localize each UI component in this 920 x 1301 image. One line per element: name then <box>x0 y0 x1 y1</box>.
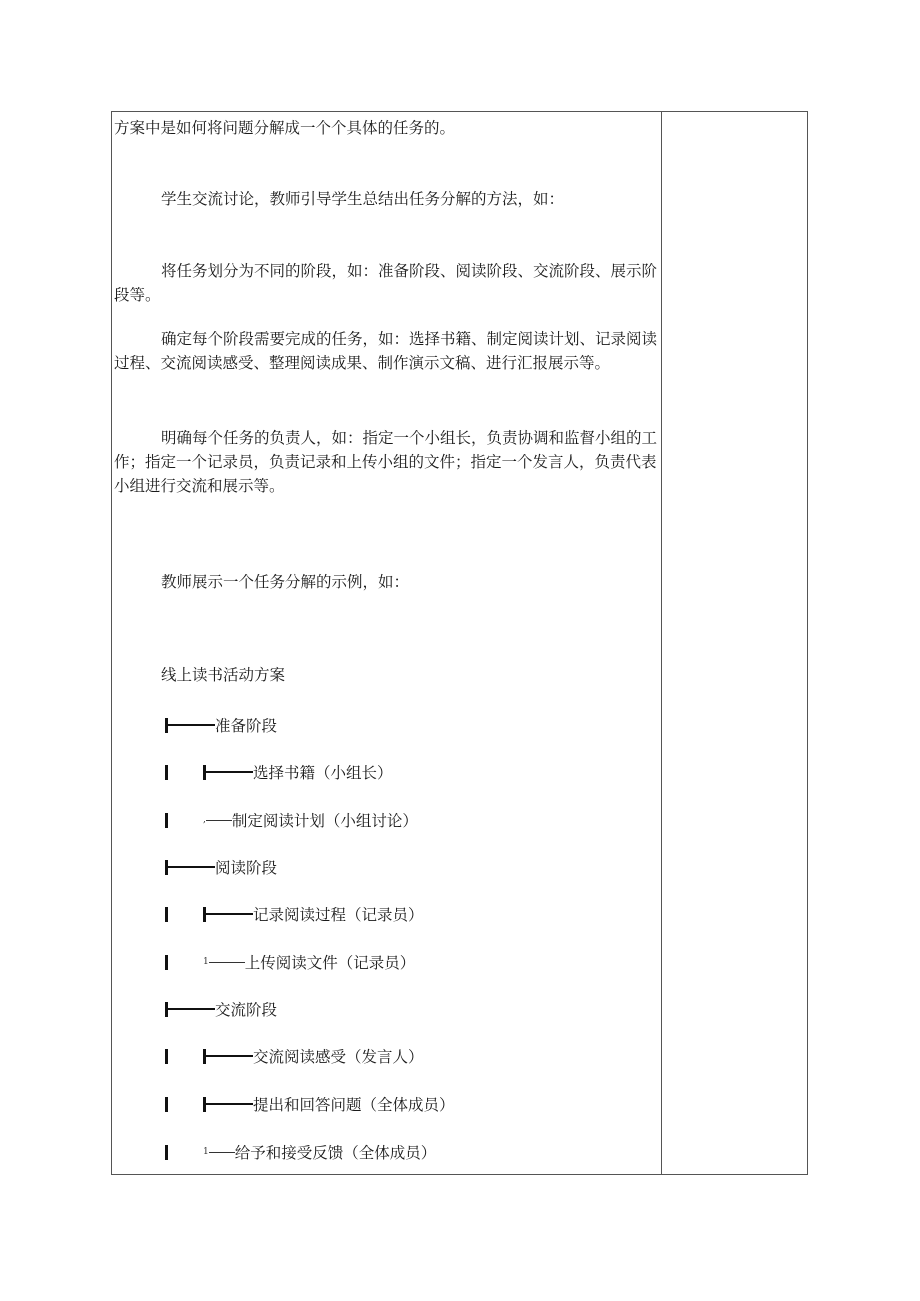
tree-connector-icon <box>209 1152 235 1153</box>
paragraph-4: 确定每个阶段需要完成的任务，如：选择书籍、制定阅读计划、记录阅读过程、交流阅读感受、整理阅读成果、制作演示文稿、进行汇报展示等。 <box>114 330 658 372</box>
task-label: 给予和接受反馈（全体成员） <box>234 1144 437 1162</box>
tree-branch-icon <box>165 1145 168 1160</box>
tree-end-icon: , <box>203 815 206 825</box>
tree-connector-icon <box>168 866 215 868</box>
task-label: 交流阅读感受（发言人） <box>253 1048 424 1066</box>
tree-stage-2-task-2 <box>165 950 415 975</box>
tree-connector-icon <box>168 1008 215 1010</box>
tree-stage-2-task-1 <box>165 903 424 927</box>
tree-root: 线上读书活动方案 <box>161 666 286 684</box>
paragraph-6: 教师展示一个任务分解的示例，如： <box>161 573 410 591</box>
tree-stage-3-task-2 <box>165 1093 455 1117</box>
tree-end-icon: 1 <box>203 1147 209 1157</box>
paragraph-1: 方案中是如何将问题分解成一个个具体的任务的。 <box>114 119 456 137</box>
tree-branch-icon <box>165 765 168 780</box>
tree-connector-icon <box>206 1055 253 1057</box>
tree-stage-1 <box>165 714 277 738</box>
tree-branch-icon <box>165 907 168 922</box>
task-label: 选择书籍（小组长） <box>253 764 393 782</box>
task-label: 提出和回答问题（全体成员） <box>253 1096 455 1114</box>
stage-3-label: 交流阶段 <box>215 1001 278 1019</box>
tree-connector-icon <box>206 820 232 821</box>
paragraph-2: 学生交流讨论，教师引导学生总结出任务分解的方法，如： <box>161 190 565 208</box>
tree-stage-3 <box>165 998 277 1022</box>
tree-end-icon: 1 <box>203 957 209 967</box>
tree-stage-1-task-1 <box>165 761 393 785</box>
tree-connector-icon <box>206 913 253 915</box>
task-label: 制定阅读计划（小组讨论） <box>231 812 418 830</box>
stage-1-label: 准备阶段 <box>215 717 278 735</box>
stage-2-label: 阅读阶段 <box>215 859 278 877</box>
tree-branch-icon <box>165 1049 168 1064</box>
task-label: 上传阅读文件（记录员） <box>244 954 416 972</box>
notes-cell <box>662 112 807 1174</box>
tree-connector-icon <box>206 771 253 773</box>
paragraph-3: 将任务划分为不同的阶段，如：准备阶段、阅读阶段、交流阶段、展示阶段等。 <box>114 262 658 304</box>
lesson-table <box>111 111 808 1175</box>
tree-branch-icon <box>165 1097 168 1112</box>
task-label: 记录阅读过程（记录员） <box>253 906 424 924</box>
content-cell <box>112 112 661 1174</box>
tree-branch-icon <box>165 813 168 828</box>
tree-stage-2 <box>165 856 277 880</box>
tree-branch-icon <box>165 955 168 970</box>
tree-stage-1-task-2 <box>165 808 418 833</box>
tree-connector-icon <box>209 962 245 963</box>
tree-connector-icon <box>206 1103 253 1105</box>
paragraph-5: 明确每个任务的负责人，如：指定一个小组长，负责协调和监督小组的工作；指定一个记录员，负责记录和上传小组的文件；指定一个发言人，负责代表小组进行交流和展示等。 <box>114 429 658 495</box>
tree-stage-3-task-1 <box>165 1045 424 1069</box>
tree-stage-3-task-3 <box>165 1140 436 1165</box>
tree-connector-icon <box>168 724 215 726</box>
